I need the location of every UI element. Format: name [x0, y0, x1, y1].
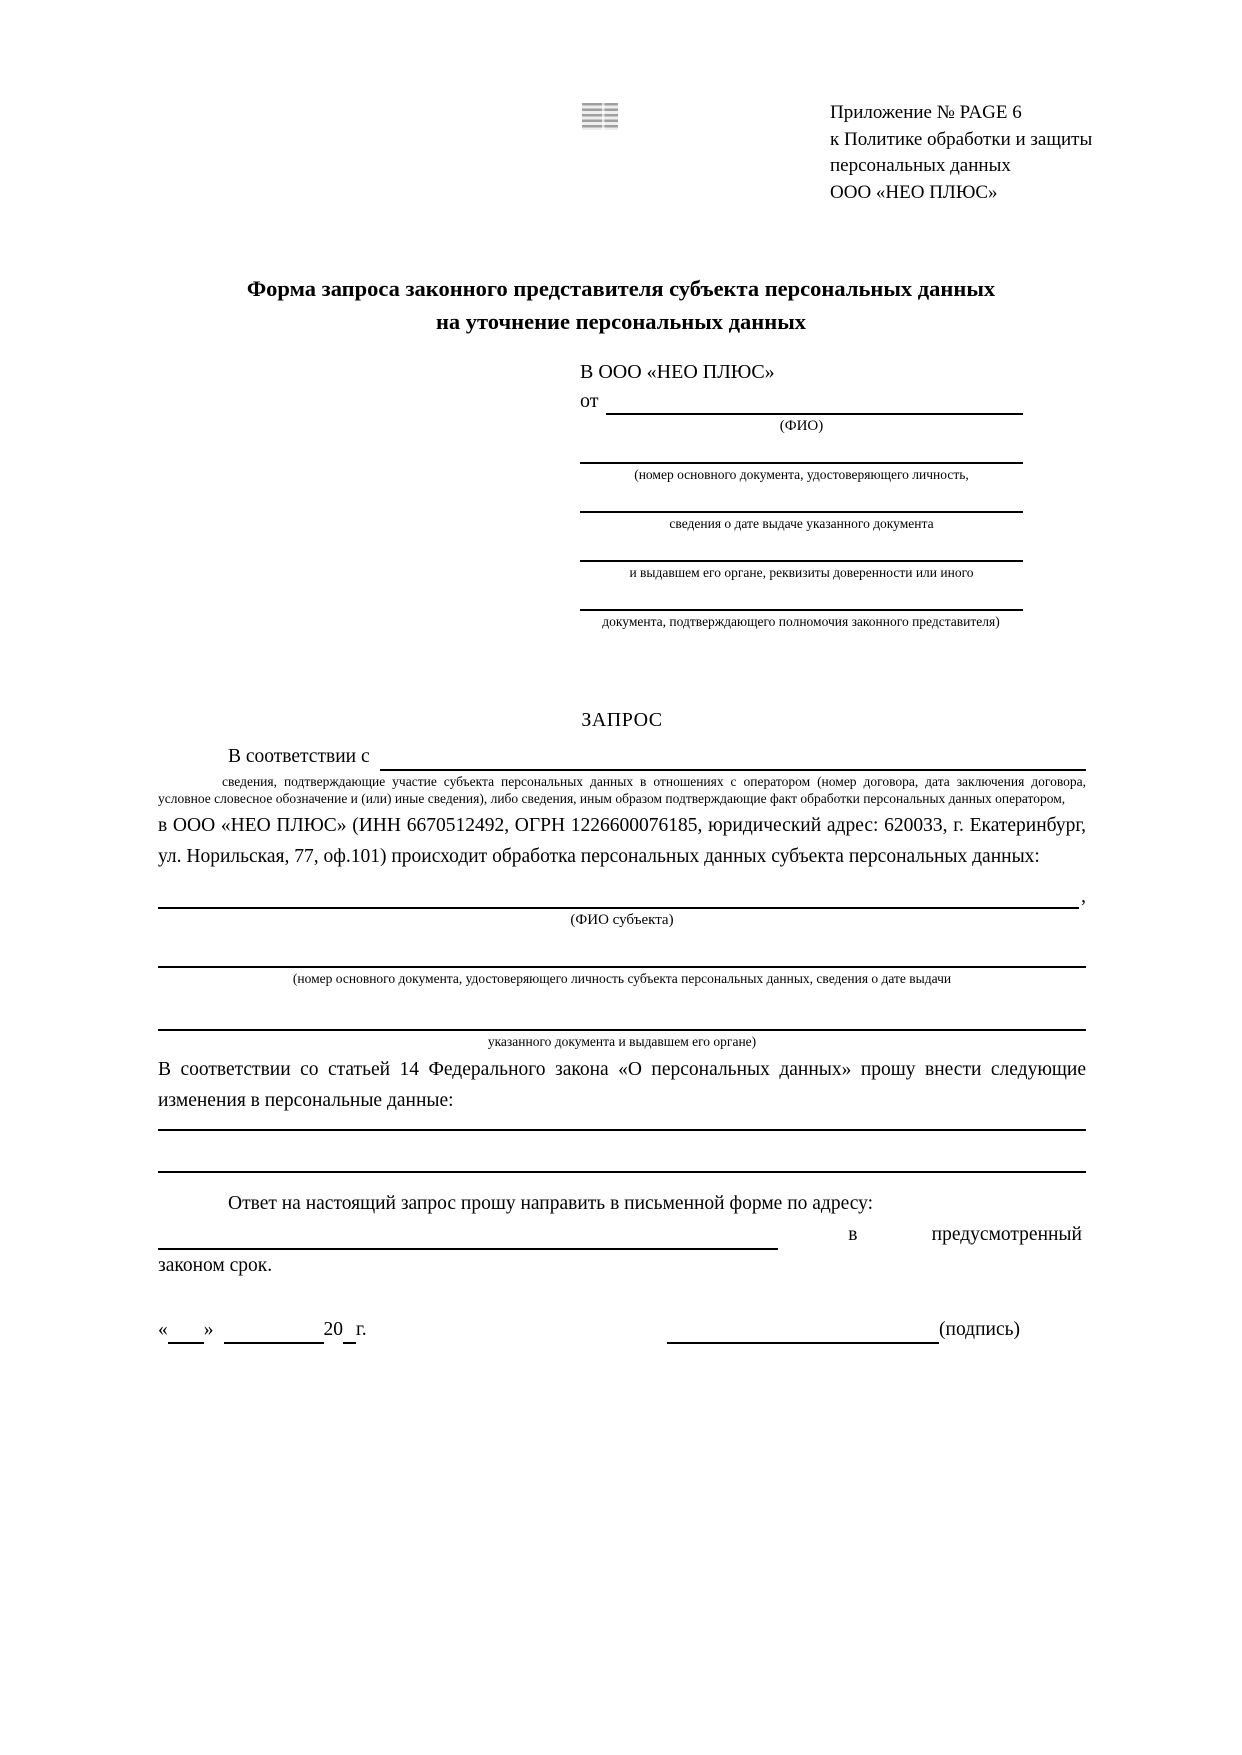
signature-group — [667, 1316, 1020, 1344]
document-title-line1: Форма запроса законного представителя субъекта персональных данных — [246, 276, 996, 301]
request-body — [158, 705, 1086, 1281]
reply-address-fill-line[interactable] — [158, 1226, 778, 1250]
day-fill-line[interactable] — [168, 1320, 204, 1344]
reply-word1: в — [848, 1224, 858, 1245]
footer-row — [158, 1316, 1086, 1344]
issuer-caption: и выдавшем его органе, реквизиты доверенности или иного — [629, 565, 974, 580]
authority-doc-group — [580, 581, 1023, 630]
intro-label: В соответствии с — [228, 746, 370, 767]
date-open-quote: « — [158, 1319, 168, 1340]
blurred-stamp-icon — [582, 103, 618, 130]
subject-doc-issuer-fill-line[interactable] — [158, 987, 1086, 1031]
appendix-line: к Политике обработки и защиты — [830, 128, 1093, 150]
year-suffix: г. — [356, 1319, 367, 1340]
subject-fio-caption: (ФИО субъекта) — [570, 912, 674, 928]
document-title-line2: на уточнение персональных данных — [435, 309, 807, 334]
issuer-fill-line[interactable] — [580, 532, 1023, 562]
from-row — [580, 387, 1023, 415]
doc-number-caption: (номер основного документа, удостоверяющего личность, — [634, 467, 969, 482]
changes-fill-line-2[interactable] — [158, 1131, 1086, 1173]
issuer-group — [580, 532, 1023, 581]
subject-fio-row — [158, 885, 1086, 909]
operator-paragraph: в ООО «НЕО ПЛЮС» (ИНН 6670512492, ОГРН 1226600076185, юридический адрес: 620033, г. Екатеринбург, ул. Норильская, 77, оф.101) происходит обработка персональных данных субъекта персональных данных: — [158, 815, 1086, 867]
subject-doc-caption1: (номер основного документа, удостоверяющего личность субъекта персональных данных, сведения о дате выдачи — [292, 971, 952, 986]
month-fill-line[interactable] — [224, 1320, 324, 1344]
doc-number-fill-line[interactable] — [580, 434, 1023, 464]
addressee-block — [580, 357, 1023, 630]
authority-doc-caption: документа, подтверждающего полномочия законного представителя) — [602, 614, 1000, 629]
issue-date-caption: сведения о дате выдаче указанного документа — [669, 516, 934, 531]
basis-fine-print: сведения, подтверждающие участие субъекта персональных данных в отношениях с оператором (номер договора, дата заключения договора, условное словесное обозначение и (или) иные сведения), либо сведения, иным образом подтверждающие факт обработки персональных данных оператором, — [158, 774, 1086, 806]
issue-date-fill-line[interactable] — [580, 483, 1023, 513]
appendix-line: ООО «НЕО ПЛЮС» — [830, 181, 998, 203]
from-label: от — [580, 390, 599, 412]
reply-address-row — [158, 1219, 1086, 1250]
appendix-block — [830, 100, 1092, 206]
appendix-line: персональных данных — [830, 155, 1011, 176]
date-close-quote: » — [203, 1319, 214, 1340]
subject-line-suffix: , — [1081, 886, 1086, 907]
appendix-line: Приложение № PAGE 6 — [830, 102, 1022, 123]
request-heading: ЗАПРОС — [581, 709, 663, 731]
signature-fill-line[interactable] — [667, 1320, 939, 1344]
fio-caption: (ФИО) — [779, 418, 824, 434]
reply-paragraph: Ответ на настоящий запрос прошу направить в письменной форме по адресу: — [228, 1193, 874, 1214]
document-title — [0, 272, 1242, 338]
authority-doc-fill-line[interactable] — [580, 581, 1023, 611]
representative-fio-fill-line[interactable] — [606, 389, 1023, 415]
year-prefix: 20 — [323, 1319, 343, 1340]
subject-doc-caption2: указанного документа и выдавшем его органе) — [487, 1034, 757, 1049]
basis-fill-line[interactable] — [380, 745, 1086, 771]
year-fill-line[interactable] — [343, 1320, 356, 1344]
reply-word2: предусмотренный — [931, 1224, 1082, 1245]
intro-row — [158, 743, 1086, 771]
reply-tail: законом срок. — [158, 1255, 273, 1276]
date-group — [158, 1316, 367, 1344]
doc-number-group — [580, 434, 1023, 483]
signature-caption: (подпись) — [939, 1319, 1020, 1340]
subject-doc-fill-line[interactable] — [158, 928, 1086, 968]
article-paragraph: В соответствии со статьей 14 Федерального закона «О персональных данных» прошу внести следующие изменения в персональные данные: — [158, 1059, 1086, 1111]
issue-date-group — [580, 483, 1023, 532]
changes-fill-line-1[interactable] — [158, 1116, 1086, 1131]
subject-fio-fill-line[interactable] — [158, 887, 1079, 909]
addressee-to: В ООО «НЕО ПЛЮС» — [580, 361, 775, 383]
